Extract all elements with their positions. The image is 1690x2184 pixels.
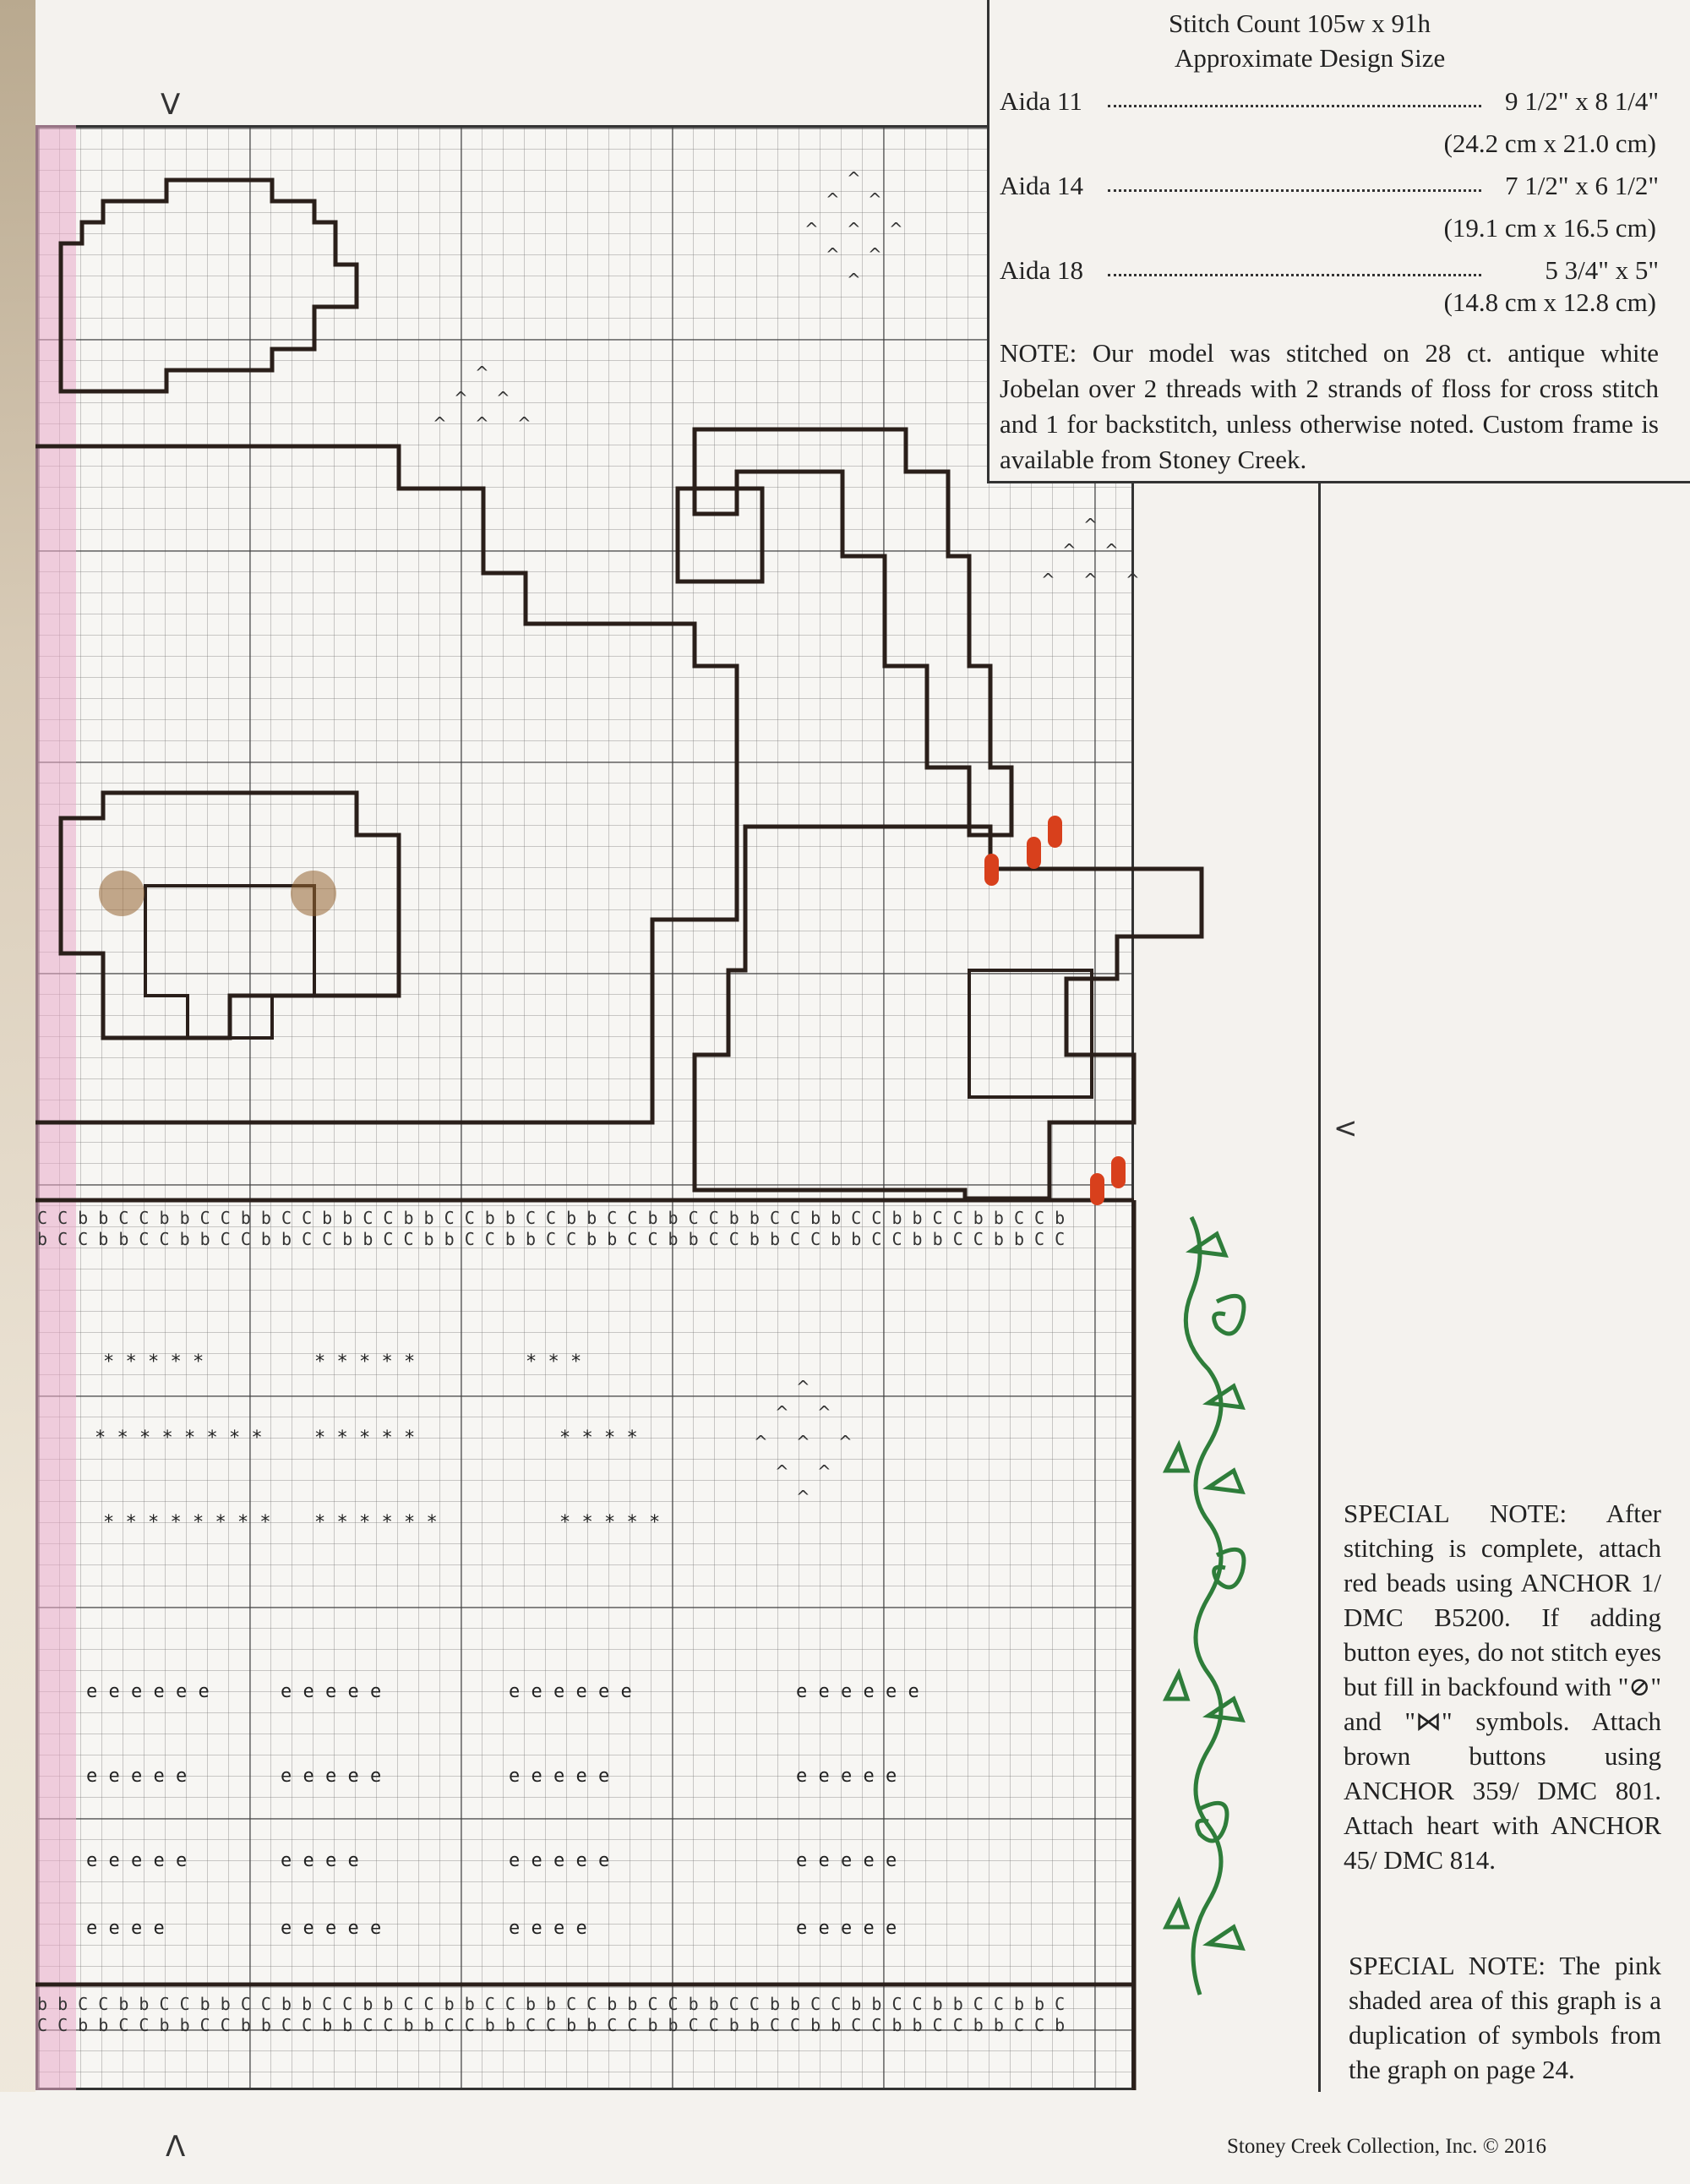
svg-text:e e e e e: e e e e e <box>796 1918 897 1939</box>
special-note-pink-area: SPECIAL NOTE: The pink shaded area of this graph is a duplication of symbols from the graph on page 24. <box>1349 1951 1661 2084</box>
svg-text:* * * * * * * *: * * * * * * * * <box>103 1512 271 1533</box>
svg-text:e e e e: e e e e <box>509 1918 587 1939</box>
svg-text:^: ^ <box>889 219 903 239</box>
fabric-label: Aida 18 <box>1000 255 1084 285</box>
svg-text:* * * * *: * * * * * <box>314 1351 416 1373</box>
svg-text:^: ^ <box>1104 540 1119 560</box>
svg-text:e e e e e e: e e e e e e <box>86 1681 210 1702</box>
svg-text:e e e e e: e e e e e <box>281 1918 382 1939</box>
svg-text:^: ^ <box>817 1402 831 1422</box>
button-eye-right <box>291 871 336 916</box>
svg-text:^: ^ <box>1062 540 1077 560</box>
svg-text:^: ^ <box>1083 570 1098 590</box>
svg-text:^: ^ <box>868 244 882 265</box>
bird-outline <box>695 827 1202 1198</box>
design-size-title: Approximate Design Size <box>1175 43 1446 73</box>
text-panel-right <box>1318 483 1690 2184</box>
svg-text:e e e e e: e e e e e <box>509 1850 610 1871</box>
svg-text:^: ^ <box>847 168 861 188</box>
size-row-aida-14 <box>1000 171 1659 201</box>
stitching-note: NOTE: Our model was stitched on 28 ct. antique white Jobelan over 2 threads with 2 strands of floss for cross stitch and 1 for backstitch, unless otherwise noted. Custom frame is available from Stoney Creek. <box>1000 338 1659 474</box>
red-bead <box>1048 816 1062 848</box>
size-row-aida-18 <box>1000 255 1659 286</box>
cane-hook <box>678 489 762 581</box>
body-outline <box>35 446 737 1122</box>
svg-text:C C b b C C b b C C b b C C b: C C b b C C b b C C b b C C b b C C b b C C b b C C b b C C b b C C b b C C b b C C b b C C b b C C b <box>37 2015 1066 2035</box>
svg-text:e e e e e: e e e e e <box>796 1850 897 1871</box>
svg-text:* * * * *: * * * * * <box>314 1428 416 1449</box>
svg-text:e e e e e: e e e e e <box>796 1766 897 1787</box>
svg-text:b C C b b C C b b C C b b C C: b C C b b C C b b C C b b C C b b C C b b C C b b C C b b C C b b C C b b C C b b C C b b C C b b C C <box>37 1229 1066 1249</box>
svg-text:e e e e e: e e e e e <box>509 1766 610 1787</box>
svg-text:e e e e: e e e e <box>86 1918 165 1939</box>
red-bead <box>1027 837 1041 869</box>
button-eye-left <box>99 871 144 916</box>
svg-text:e e e e e: e e e e e <box>86 1850 188 1871</box>
svg-text:* * * * *: * * * * * <box>103 1351 204 1373</box>
stitch-count: Stitch Count 105w x 91h <box>1169 8 1431 38</box>
band-pattern <box>37 1208 1065 2035</box>
svg-text:^: ^ <box>517 413 532 434</box>
fabric-label: Aida 11 <box>1000 86 1082 116</box>
size-inches: 5 3/4" x 5" <box>1545 255 1659 285</box>
size-metric: (14.8 cm x 12.8 cm) <box>1443 287 1656 317</box>
red-bead <box>1090 1173 1104 1205</box>
face-outline <box>61 793 399 1038</box>
svg-text:^: ^ <box>796 1377 810 1397</box>
svg-text:^: ^ <box>847 270 861 290</box>
svg-text:^: ^ <box>804 219 819 239</box>
red-bead <box>1111 1156 1126 1188</box>
svg-text:^: ^ <box>838 1432 853 1452</box>
svg-text:^: ^ <box>775 1461 789 1482</box>
svg-text:C C b b C C b b C C b b C C b: C C b b C C b b C C b b C C b b C C b b C C b b C C b b C C b b C C b b C C b b C C b b C C b b C C b <box>37 1208 1066 1228</box>
svg-text:* * * * * * * *: * * * * * * * * <box>95 1428 263 1449</box>
letter-stitches <box>86 1351 919 1939</box>
svg-text:e e e e e: e e e e e <box>281 1766 382 1787</box>
svg-text:^: ^ <box>496 388 510 408</box>
svg-text:e e e e e: e e e e e <box>86 1766 188 1787</box>
wing-outline <box>969 970 1092 1097</box>
center-marker-right: < <box>1333 1111 1358 1145</box>
center-marker-top: V <box>161 88 181 122</box>
center-marker-bottom: Λ <box>166 2130 186 2164</box>
fabric-label: Aida 14 <box>1000 171 1084 200</box>
svg-text:e e e e e e: e e e e e e <box>796 1681 919 1702</box>
svg-text:* * * * * *: * * * * * * <box>314 1512 438 1533</box>
size-inches: 9 1/2" x 8 1/4" <box>1504 86 1659 116</box>
size-metric: (24.2 cm x 21.0 cm) <box>1443 128 1656 158</box>
svg-text:e e e e e e: e e e e e e <box>509 1681 632 1702</box>
svg-text:^: ^ <box>817 1461 831 1482</box>
leader-dots <box>1108 105 1481 107</box>
svg-text:^: ^ <box>796 1432 810 1452</box>
svg-text:* * *: * * * <box>526 1351 582 1373</box>
svg-text:^: ^ <box>775 1402 789 1422</box>
vine-backstitch <box>1158 1200 1276 2012</box>
svg-text:^: ^ <box>1126 570 1140 590</box>
copyright-footer: Stoney Creek Collection, Inc. © 2016 <box>1227 2135 1546 2158</box>
leader-dots <box>1108 189 1481 192</box>
red-bead <box>984 854 999 886</box>
special-note-beads: SPECIAL NOTE: After stitching is complete, attach red beads using ANCHOR 1/ DMC B5200. If adding button eyes, do not stitch eyes but fill in backfound with "⊘" and "⋈" symbols. Attach brown buttons using ANCHOR 359/ DMC 801. Attach heart with ANCHOR 45/ DMC 814. <box>1344 1499 1661 1875</box>
size-inches: 7 1/2" x 6 1/2" <box>1504 171 1659 200</box>
svg-text:* * * * *: * * * * * <box>559 1512 661 1533</box>
svg-text:^: ^ <box>796 1487 810 1507</box>
svg-text:^: ^ <box>475 363 489 383</box>
design-artwork <box>35 125 1140 2090</box>
svg-text:^: ^ <box>433 413 447 434</box>
svg-text:e e e e e: e e e e e <box>281 1681 382 1702</box>
svg-text:^: ^ <box>826 189 840 210</box>
svg-text:^: ^ <box>847 219 861 239</box>
svg-text:^: ^ <box>475 413 489 434</box>
svg-text:* * * *: * * * * <box>559 1428 638 1449</box>
size-metric: (19.1 cm x 16.5 cm) <box>1443 213 1656 243</box>
svg-text:e e e e: e e e e <box>281 1850 359 1871</box>
svg-text:^: ^ <box>754 1432 768 1452</box>
svg-text:^: ^ <box>1041 570 1055 590</box>
svg-text:^: ^ <box>826 244 840 265</box>
svg-text:^: ^ <box>454 388 468 408</box>
photo-edge <box>0 0 35 2184</box>
svg-text:^: ^ <box>868 189 882 210</box>
size-row-aida-11 <box>1000 86 1659 117</box>
leader-dots <box>1108 274 1481 276</box>
hat-outline <box>61 180 357 391</box>
svg-text:b b C C b b C C b b C C b b C: b b C C b b C C b b C C b b C C b b C C b b C C b b C C b b C C b b C C b b C C b b C C b b C C b b C <box>37 1994 1066 2014</box>
svg-text:^: ^ <box>1083 515 1098 535</box>
